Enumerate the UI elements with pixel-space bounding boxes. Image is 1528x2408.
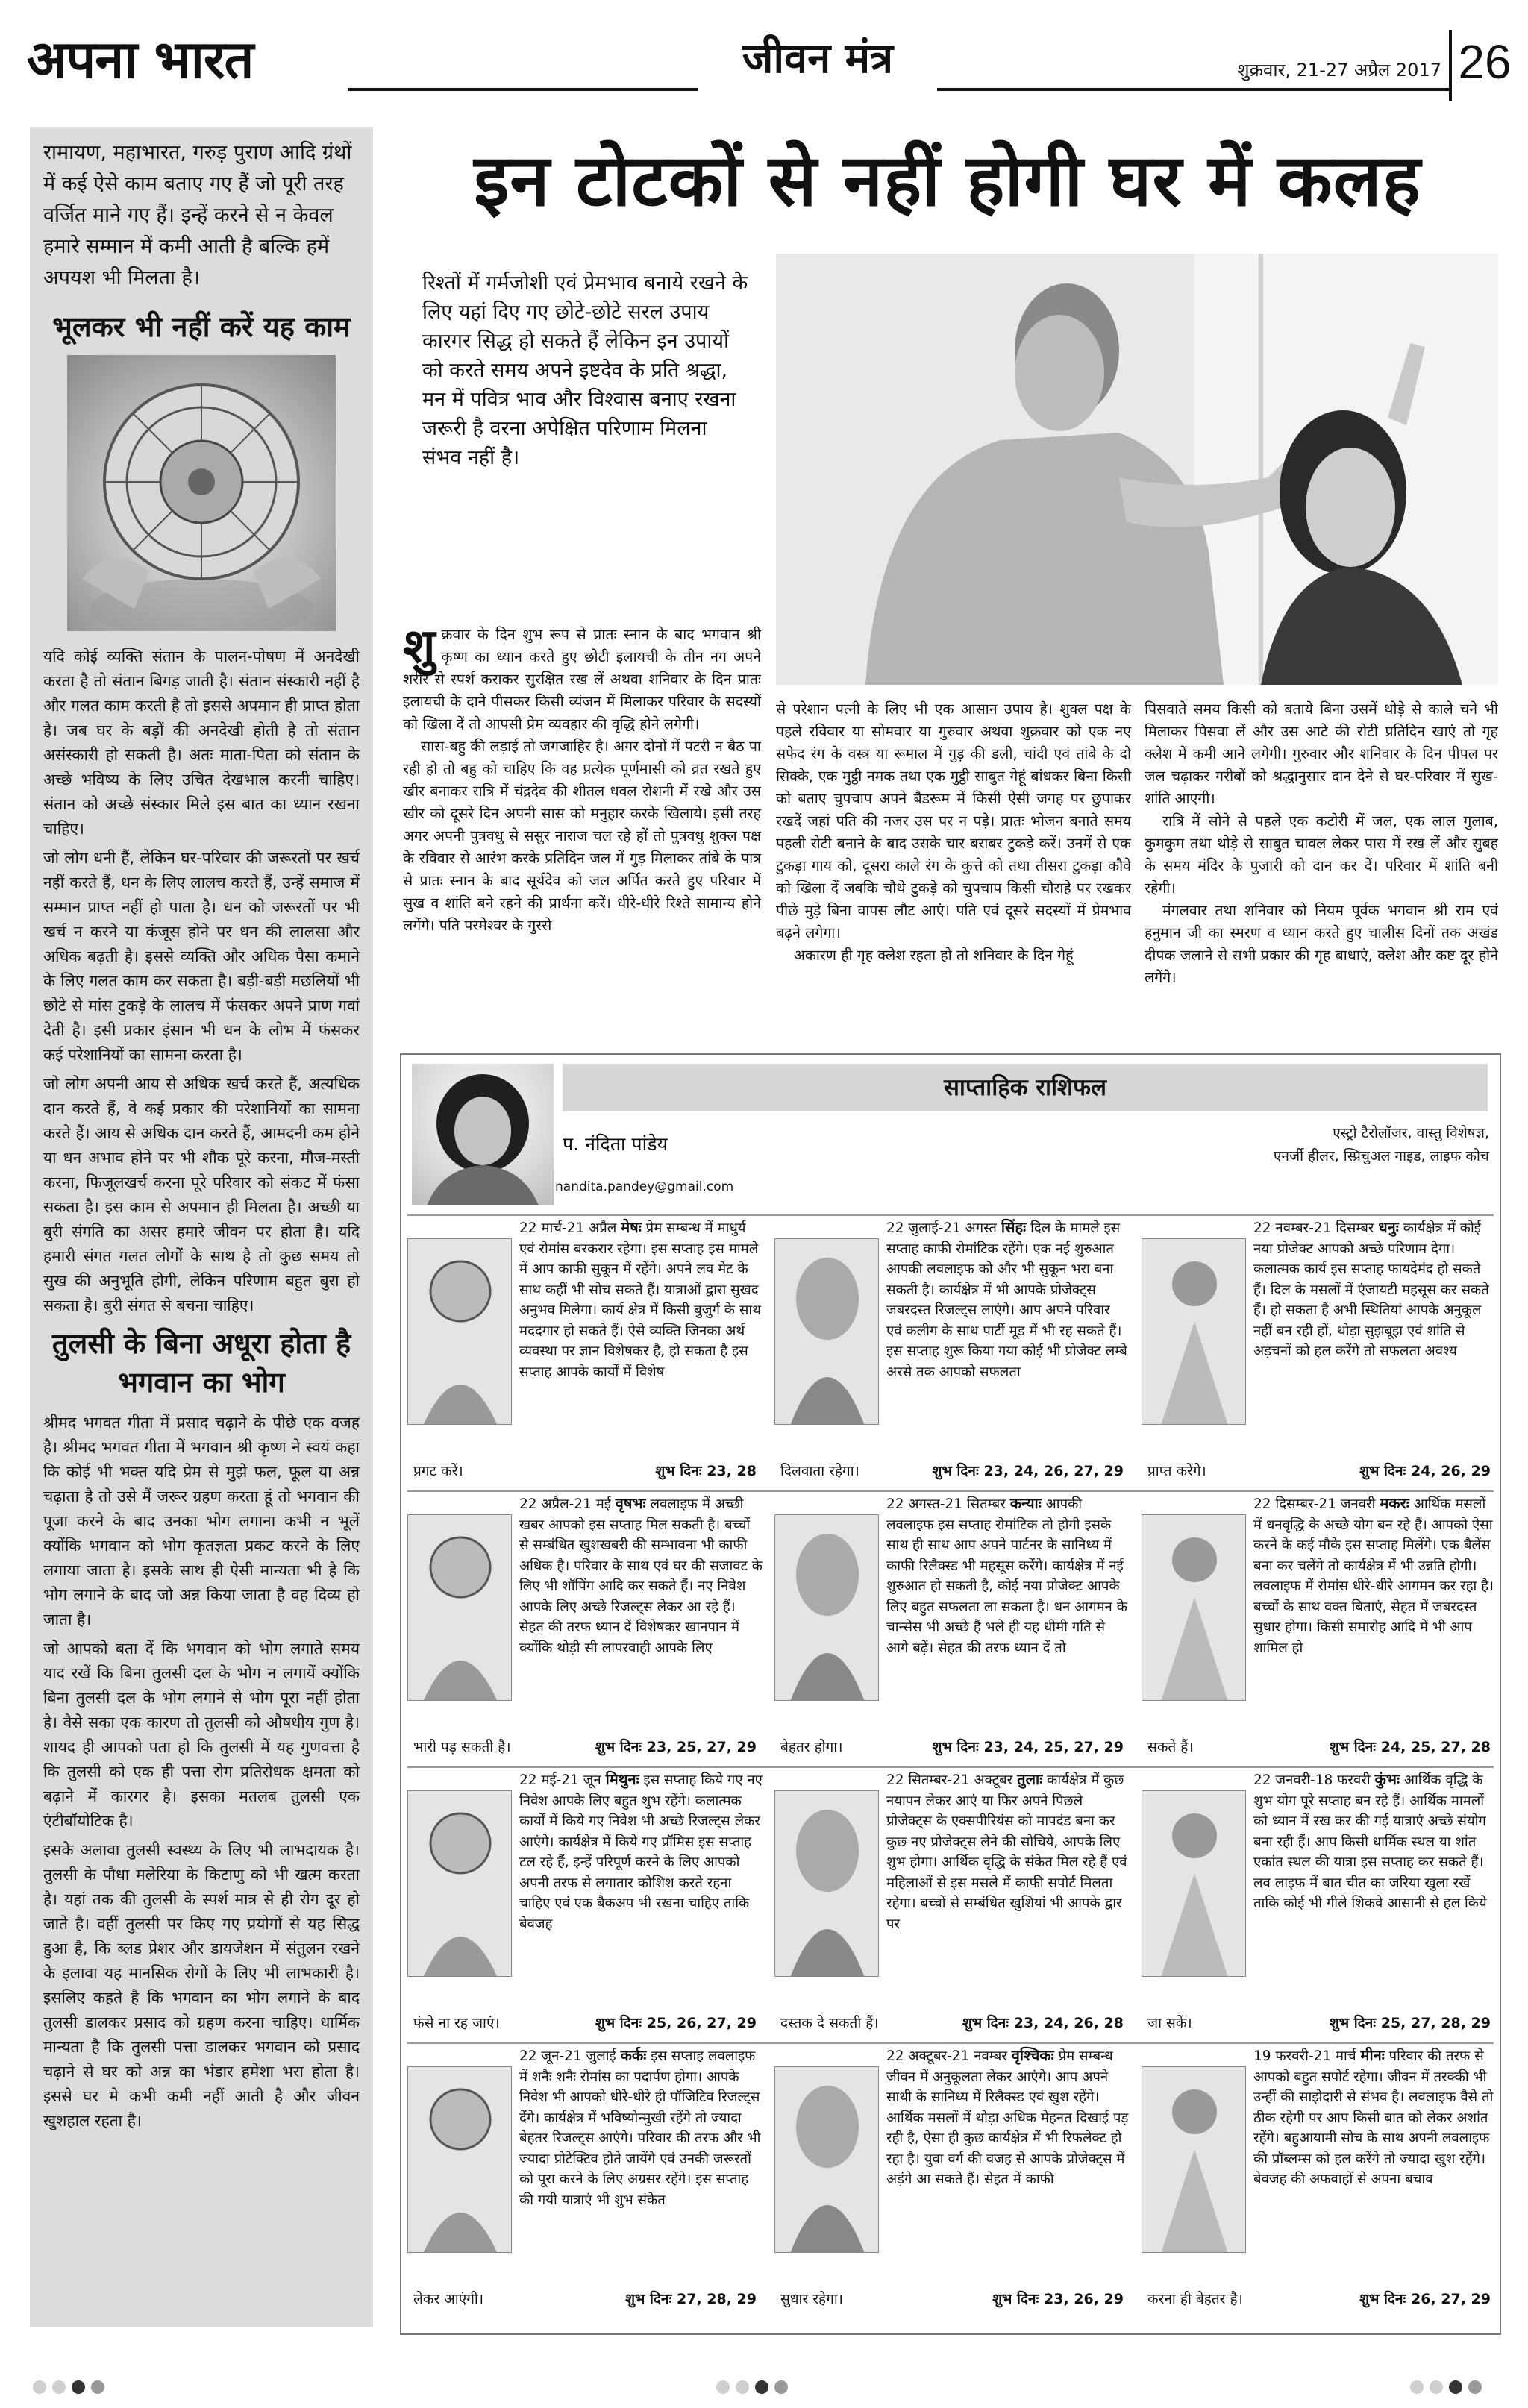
sign-prediction: आर्थिक वृद्धि के शुभ योग पूरे सप्ताह बन रहे हैं। आर्थिक मामलों को ध्यान में रख कर की गई यात्राएं अच्छे संयोग बना रही हैं। आप किसी धार्मिक स्थल या शांत एकांत स्थल की यात्रा इस सप्ताह कर सकते हैं। लव लाइफ में बात चीत का जरिया खुला रखें ताकि कोई भी गीले शिकवे आसानी से हल किये xyxy=(1253,1772,1487,1911)
footer-dot xyxy=(72,2380,85,2394)
horoscope-rule xyxy=(407,1766,1494,1768)
zodiac-figure-icon xyxy=(408,1791,512,1977)
zodiac-sign-illustration xyxy=(407,1514,512,1701)
horoscope-sign xyxy=(774,1217,1130,1484)
masthead-rule-left xyxy=(348,88,698,91)
horoscope-sign xyxy=(1142,1769,1497,2037)
page-number: 26 xyxy=(1458,35,1512,89)
footer-dot xyxy=(1430,2380,1443,2394)
footer-dot xyxy=(52,2380,66,2394)
zodiac-figure-icon xyxy=(1142,1239,1246,1425)
issue-date: शुक्रवार, 21-27 अप्रैल 2017 xyxy=(1237,60,1441,81)
article-paragraph: सास-बहु की लड़ाई तो जगजाहिर है। अगर दोनों में पटरी न बैठ पा रही हो तो बहु को चाहिए कि वह प्रत्येक पूर्णमासी को व्रत रखते हुए खीर बनाकर रात्रि में चंद्रदेव की शीतल धवल रोशनी में रखे और उस खीर को दूसरे दिन अपनी सास को मनुहार करके खिलाये। इसी तरह अगर अपनी पुत्रवधु से ससुर नाराज चल रहे हों तो पुत्रवधु शुक्ल पक्ष के रविवार से आरंभ करके प्रतिदिन जल में गुड़ मिलाकर तांबे के पात्र से प्रातः स्नान के बाद सूर्यदेव को जल अर्पित करते हुए परिवार में सुख व शांति बने रहने की प्रार्थना करें। धीरे-धीरे रिश्ते सामान्य होने लगेंगे। पति परमेश्वर के गुस्से xyxy=(403,738,761,934)
lucky-days-label: शुभ दिनः xyxy=(932,1739,979,1755)
lucky-days xyxy=(992,2287,1124,2311)
sign-footer xyxy=(780,2011,1124,2035)
sign-footer xyxy=(413,2287,757,2311)
horoscope-rule xyxy=(407,2042,1494,2044)
sidebar-heading-2: तुलसी के बिना अधूरा होता है भगवान का भोग xyxy=(51,1326,351,1399)
astrologer-credentials xyxy=(1012,1122,1489,1168)
zodiac-figure-icon xyxy=(408,1515,512,1701)
sign-footer xyxy=(1147,1735,1491,1759)
zodiac-figure-icon xyxy=(775,1239,879,1425)
astrologer-name: प. नंदिता पांडेय xyxy=(563,1133,668,1155)
sidebar xyxy=(30,127,373,2327)
astrologer-photo xyxy=(412,1064,554,1205)
sign-prediction: कार्यक्षेत्र में कोई नया प्रोजेक्ट आपको अच्छे परिणाम देगा। कलात्मक कार्य इस सप्ताह फायदेमंद हो सकते हैं। दिल के मसलों में एंजायटी महसूस कर सकते हैं। हो सकता है अभी स्थितियां आपके अनुकूल नहीं बन रही हों, थोड़ा सुझबूझ एवं शांति से अड़चनों को हल करेंगे तो सफलता अवश्य xyxy=(1253,1220,1489,1359)
footer-dot xyxy=(91,2380,104,2394)
sidebar-lead: रामायण, महाभारत, गरुड़ पुराण आदि ग्रंथों में कई ऐसे काम बताए गए हैं जो पूरी तरह वर्जित माने गए हैं। इन्हें करने से न केवल हमारे सम्मान में कमी आती है बल्कि हमें अपयश भी मिलता है। xyxy=(43,141,352,289)
sign-prediction-tail: सुधार रहेगा। xyxy=(780,2291,843,2307)
sign-dates: 22 अगस्त-21 सितम्बर xyxy=(886,1496,1006,1512)
sign-body xyxy=(774,1493,1130,1735)
lucky-days xyxy=(595,2011,757,2035)
lucky-days-value: 23, 24, 26, 28 xyxy=(1013,2015,1124,2031)
zodiac-sign-illustration xyxy=(1142,2066,1246,2253)
sign-dates: 22 दिसम्बर-21 जनवरी xyxy=(1253,1496,1376,1512)
sign-prediction-tail: फंसे ना रह जाएं। xyxy=(413,2015,500,2031)
sign-prediction-tail: बेहतर होगा। xyxy=(780,1739,843,1755)
sign-prediction-tail: दिलवाता रहेगा। xyxy=(780,1463,860,1479)
horoscope-title: साप्ताहिक राशिफल xyxy=(563,1064,1488,1111)
main-headline: इन टोटकों से नहीं होगी घर में कलह xyxy=(474,138,1421,222)
sign-dates: 22 सितम्बर-21 अक्टूबर xyxy=(886,1772,1013,1788)
lucky-days-label: शुभ दिनः xyxy=(595,2015,642,2031)
sign-footer xyxy=(1147,1459,1491,1483)
couple-argument-photo xyxy=(776,254,1498,685)
zodiac-figure-icon xyxy=(1142,1791,1246,1977)
sign-name: धनुः xyxy=(1378,1218,1399,1236)
sign-body xyxy=(1142,1493,1497,1735)
sign-prediction-tail: करना ही बेहतर है। xyxy=(1147,2291,1243,2307)
sign-prediction-tail: भारी पड़ सकती है। xyxy=(413,1739,511,1755)
sign-body xyxy=(1142,1769,1497,2011)
sign-dates: 22 जुलाई-21 अगस्त xyxy=(886,1220,997,1236)
article-paragraph: पिसवाते समय किसी को बताये बिना उसमें थोड़े से काले चने भी मिलाकर पिसवा लें और उस आटे की रोटी प्रतिदिन खाएं तो गृह क्लेश में कमी आने लगेगी। गुरुवार और शनिवार के दिन पीपल पर जल चढ़ाकर गरीबों को श्रद्धानुसार दान देने से घर-परिवार में सुख-शांति आएगी। xyxy=(1145,700,1498,807)
sign-prediction-tail: प्राप्त करेंगे। xyxy=(1147,1463,1206,1479)
zodiac-figure-icon xyxy=(408,2067,512,2253)
sign-body xyxy=(407,1769,763,2011)
zodiac-figure-icon xyxy=(1142,2067,1246,2253)
sign-prediction: इस सप्ताह किये गए नए निवेश आपके लिए बहुत शुभ रहेंगे। कलात्मक कार्यों में किये गए निवेश भी अच्छे रिजल्ट्स लेकर आएंगे। कार्यक्षेत्र में किये गए प्रॉमिस इस सप्ताह टल रहे हैं, इन्हें परिपूर्ण करने के लिए आपको अपनी तरफ से लगातार कोशिश करते रहना चाहिए एवं एक बैकअप भी रखना चाहिए ताकि बेवजह xyxy=(519,1772,763,1932)
sign-body xyxy=(407,1493,763,1735)
footer-dot xyxy=(1410,2380,1424,2394)
sign-name: कुंभः xyxy=(1374,1770,1400,1788)
astrologer-email: nandita.pandey@gmail.com xyxy=(555,1179,734,1194)
lucky-days-label: शुभ दिनः xyxy=(625,2291,672,2307)
footer-dot xyxy=(1449,2380,1462,2394)
sign-name: कन्याः xyxy=(1009,1494,1042,1512)
lucky-days-value: 25, 27, 28, 29 xyxy=(1380,2015,1491,2031)
horoscope-sign xyxy=(407,1493,763,1760)
sign-prediction: आपकी लवलाइफ इस सप्ताह रोमांटिक तो होगी इसके साथ ही साथ आप अपने पार्टनर के सानिध्य में काफी रिलैक्स्ड भी महसूस करेंगे। कार्यक्षेत्र में नई शुरुआत हो सकती है, कोई नया प्रोजेक्ट आपके लिए बहुत सफलता ला सकता है। धन आगमन के चान्सेस भी अच्छे हैं भले ही यह धीमी गति से आगे बढ़ें। सेहत की तरफ ध्यान दें तो xyxy=(886,1496,1127,1656)
footer-dots-right xyxy=(1410,2378,1482,2396)
horoscope-sign xyxy=(774,1769,1130,2037)
sign-footer xyxy=(413,1459,757,1483)
sign-dates: 22 जून-21 जुलाई xyxy=(519,2048,616,2064)
article-dropcap: शु xyxy=(403,618,436,674)
sign-body xyxy=(1142,1217,1497,1459)
sign-footer xyxy=(780,1459,1124,1483)
zodiac-figure-icon xyxy=(1142,1515,1246,1701)
horoscope-rule xyxy=(407,1490,1494,1492)
lucky-days xyxy=(595,1735,757,1759)
lucky-days-label: शुभ दिनः xyxy=(1359,1463,1406,1479)
astrologer-credentials-line: एनर्जी हीलर, स्प्रिचुअल गाइड, लाइफ कोच xyxy=(1273,1148,1489,1164)
astrologer-portrait-icon xyxy=(412,1064,554,1205)
masthead xyxy=(27,22,1512,110)
sign-dates: 22 मई-21 जून xyxy=(519,1772,601,1788)
sign-name: मीनः xyxy=(1360,2046,1385,2064)
lucky-days xyxy=(625,2287,757,2311)
sign-name: मेषः xyxy=(621,1218,642,1236)
lucky-days xyxy=(933,1735,1124,1759)
sign-prediction: प्रेम सम्बन्ध जीवन में अनुकूलता लेकर आएंगे। आप अपने साथी के सानिध्य में रिलैक्स्ड एवं खुश रहेंगे। आर्थिक मसलों में थोड़ा अधिक मेहनत दिखाई पड़ रही है, ऐसा ही कुछ कार्यक्षेत्र में भी रिफलेक्ट हो रहा है। युवा वर्ग की वजह से आपके प्रोजेक्ट्स में अड़ंगे आ सकते हैं। सेहत में काफी xyxy=(886,2048,1129,2187)
horoscope-sign xyxy=(407,1217,763,1484)
sign-body xyxy=(407,1217,763,1459)
section-title: जीवन मंत्र xyxy=(742,34,894,83)
footer-dot xyxy=(736,2380,749,2394)
sidebar-paragraph: श्रीमद भगवत गीता में प्रसाद चढ़ाने के पीछे एक वजह है। श्रीमद भगवत गीता में भगवान श्री कृष्ण ने स्वयं कहा कि कोई भी भक्त यदि प्रेम से मुझे फल, फूल या अन्न चढ़ाता है तो उसे मैं जरूर ग्रहण करता हूं तो भगवान की पूजा करने के बाद उनका भोग लगाना कभी न भूलें क्योंकि भगवान को भोग कृतज्ञता प्रकट करने के लिए लगाया जाता है। इसके साथ ही ऐसी मान्यता भी है कि भोग लगाने के बाद जो अन्न किया जाता है वह दिव्य हो जाता है। xyxy=(43,1414,360,1628)
zodiac-figure-icon xyxy=(775,2067,879,2253)
lucky-days-value: 24, 26, 29 xyxy=(1411,1463,1491,1479)
sign-prediction: इस सप्ताह लवलाइफ में शनैः शनैः रोमांस का पदार्पण होगा। आपके निवेश भी आपको धीरे-धीरे ही पॉजिटिव रिजल्ट्स देंगे। कार्यक्षेत्र में भविष्योन्मुखी रहेंगे तो ज्यादा बेहतर रिजल्ट्स आएंगे। परिवार की तरफ और भी ज्यादा प्रोटेक्टिव होते जायेंगे एवं उनकी जरूरतों को पूरा करने के लिए अग्रसर रहेंगे। इस सप्ताह की गयी यात्राएं भी शुभ संकेत xyxy=(519,2048,761,2208)
lucky-days-value: 23, 24, 26, 27, 29 xyxy=(983,1463,1124,1479)
footer-dot xyxy=(1468,2380,1482,2394)
zodiac-sign-illustration xyxy=(774,1514,879,1701)
footer-dots-left xyxy=(33,2378,104,2396)
sign-prediction: परिवार की तरफ से आपको बहुत सपोर्ट रहेगा। जीवन में तरक्की भी उन्हीं की साझेदारी से संभव है। लवलाइफ वैसे तो ठीक रहेगी पर आप किसी बात को लेकर अशांत रहेंगे। बहुआयामी सोच के साथ अपनी लवलाइफ की प्रॉब्लम्स को हल करेंगे तो ज्यादा खुश रहेंगे। बेवजह की अफवाहों से अपना बचाव xyxy=(1253,2048,1494,2187)
sign-footer xyxy=(780,1735,1124,1759)
lucky-days-label: शुभ दिनः xyxy=(962,2015,1009,2031)
sign-name: तुलाः xyxy=(1017,1770,1043,1788)
lucky-days xyxy=(1359,2287,1491,2311)
article-column-2 xyxy=(776,698,1131,1026)
horoscope-sign xyxy=(774,2045,1130,2313)
sidebar-paragraph: इसके अलावा तुलसी स्वस्थ्य के लिए भी लाभदायक है। तुलसी के पौधा मलेरिया के कि‍टाणु को भी खत्म करता है। यहां तक की तुलसी के स्पर्श मात्र से ही रोग दूर हो जाते है। वहीं तुलसी पर किए गए प्रयोगों से यह सिद्ध हुआ है, कि ब्लड प्रेशर और डायजेशन में संतुलन रखने के इलावा यह मानसिक रोगों के लिए भी लाभकारी है। इसलिए कहते है कि भगवान का भोग लगाने के बाद तुलसी डालकर प्रसाद को ग्रहण करना चाहिए। धार्मिक मान्यता है कि तुलसी पत्ता डालकर भगवान को प्रसाद चढ़ाने से घर को अन्न का भंडार हमेशा भरा होता है। इससे घर मे कभी कमी नहीं आती है और जीवन खुशहाल रहता है। xyxy=(43,1841,360,2130)
lucky-days-label: शुभ दिनः xyxy=(932,1463,979,1479)
zodiac-sign-illustration xyxy=(1142,1514,1246,1701)
sign-name: कर्कः xyxy=(620,2046,647,2064)
lucky-days xyxy=(933,1459,1124,1483)
lucky-days xyxy=(1359,1459,1491,1483)
sign-name: मकरः xyxy=(1380,1494,1409,1512)
sign-dates: 19 फरवरी-21 मार्च xyxy=(1253,2048,1356,2064)
newspaper-brand: अपना भारत xyxy=(27,28,254,90)
sign-footer xyxy=(1147,2011,1491,2035)
page-number-divider xyxy=(1449,30,1452,101)
footer-dot xyxy=(774,2380,788,2394)
lucky-days-value: 23, 28 xyxy=(707,1463,757,1479)
sidebar-paragraph: जो लोग अपनी आय से अधिक खर्च करते हैं, अत्यधिक दान करते हैं, वे कई प्रकार की परेशानियों का सामना करते हैं। आय से अधिक दान करते हैं, आमदनी कम होने या धन अभाव होने पर भी शौक पूरे करना, मौज-मस्ती करना, फिजूलखर्च करना पूरे परिवार को संकट में फंसा सकता है। इस काम से अपमान ही मिलता है। अच्छी या बुरी संगति का असर हमारे जीवन पर होता है। यदि हमारी संगत गलत लोगों के साथ है तो कुछ समय तो सुख की अनुभूति होगी, लेकिन परिणाम बहुत बुरा हो सकता है। बुरी संगत से बचना चाहिए। xyxy=(43,1075,360,1314)
zodiac-sign-illustration xyxy=(1142,1790,1246,1977)
sign-footer xyxy=(413,2011,757,2035)
sign-prediction: प्रेम सम्बन्ध में माधुर्य एवं रोमांस बरकरार रहेगा। इस सप्ताह इस मामले में आप काफी सुकून में रहेंगे। अपने लव मेट के साथ कहीं भी सोच सकते हैं। यात्राओं द्वारा सुखद अनुभव मिलेगा। कार्य क्षेत्र में किसी बुजुर्ग के साथ मददगार हो सकते हैं। ऐसे व्यक्ति जिनका अर्थ व्यवस्था पर ज्ञान विशेषकर है, हो सकता है इस सप्ताह आपके कार्यों में विशेष xyxy=(519,1220,761,1380)
zodiac-sign-illustration xyxy=(774,1790,879,1977)
zodiac-wheel-photo xyxy=(67,355,336,631)
sign-body xyxy=(774,2045,1130,2287)
sign-prediction-tail: दस्तक दे सकती हैं। xyxy=(780,2015,879,2031)
lucky-days-label: शुभ दिनः xyxy=(992,2291,1039,2307)
sign-dates: 22 जनवरी-18 फरवरी xyxy=(1253,1772,1371,1788)
lucky-days-label: शुभ दिनः xyxy=(595,1739,642,1755)
article-paragraph: मंगलवार तथा शनिवार को नियम पूर्वक भगवान श्री राम एवं हनुमान जी का स्मरण व ध्यान करते हुए चालीस दिनों तक अखंड दीपक जलाने से सभी प्रकार की गृह बाधाएं, क्लेश और कष्ट दूर होने लगेंगे। xyxy=(1145,902,1498,986)
lucky-days-value: 24, 25, 27, 28 xyxy=(1380,1739,1491,1755)
sign-footer xyxy=(413,1735,757,1759)
sign-footer xyxy=(1147,2287,1491,2311)
astrologer-credentials-line: एस्ट्रो टैरोलॉजर, वास्तु विशेषज्ञ, xyxy=(1333,1125,1489,1141)
footer-dot xyxy=(755,2380,768,2394)
horoscope-sign xyxy=(1142,1493,1497,1760)
lucky-days-label: शुभ दिनः xyxy=(1329,1739,1377,1755)
lucky-days-value: 23, 26, 29 xyxy=(1044,2291,1124,2307)
sign-prediction: लवलाइफ में अच्छी खबर आपको इस सप्ताह मिल सकती है। बच्चों से सम्बंधित खुशखबरी की सम्भावना भी काफी अधिक है। परिवार के साथ एवं घर की सजावट के लिए भी शॉपिंग आदि कर सकते हैं। नए निवेश आपके लिए अच्छे रिजल्ट्स लेकर आ रहे हैं। सेहत की तरफ ध्यान दें विशेषकर खानपान में क्योंकि थोड़ी सी लापरवाही आपके लिए xyxy=(519,1496,763,1656)
zodiac-sign-illustration xyxy=(407,2066,512,2253)
footer-dots-center xyxy=(716,2378,788,2396)
sidebar-paragraph: यदि कोई व्यक्ति संतान के पालन-पोषण में अनदेखी करता है तो संतान बिगड़ जाती है। संतान संस्कारी नहीं है और गलत काम करती है तो इससे अपमान ही प्राप्त होता है। जब घर के बड़ों की अनदेखी होती है तो संतान असंस्कारी हो सकती है। अतः माता-पिता को संतान के अच्छे भविष्य के लिए उचित देखभाल करनी चाहिए। संतान को अच्छे संस्कार मिले इस बात का ध्यान रखना चाहिए। xyxy=(43,648,360,838)
sign-dates: 22 मार्च-21 अप्रैल xyxy=(519,1220,617,1236)
sidebar-paragraph: जो लोग धनी हैं, लेकिन घर-परिवार की जरूरतों पर खर्च नहीं करते हैं, धन के लिए लालच करते हैं, उन्हें समाज में सम्मान प्राप्त नहीं हो पाता है। धन को जरूरतों पर भी खर्च न करने या कंजूस होने पर धन की लालसा और अधिक बढ़ती है। इससे व्यक्ति और अधिक पैसा कमाने के लिए गलत काम कर सकता है। बड़ी-बड़ी मछलियों भी छोटे से मांस टुकड़े के लालच में फंसकर अपने प्राण गवां देती है। इसी प्रकार इंसान भी धन के लोभ में फंसकर कई परेशानियों का सामना करता है। xyxy=(43,849,360,1064)
zodiac-sign-illustration xyxy=(774,1238,879,1425)
horoscope-sign xyxy=(1142,2045,1497,2313)
article-column-3 xyxy=(1145,698,1498,1026)
zodiac-sign-illustration xyxy=(774,2066,879,2253)
lucky-days-value: 23, 24, 25, 27, 29 xyxy=(983,1739,1124,1755)
sign-dates: 22 अक्टूबर-21 नवम्बर xyxy=(886,2048,1007,2064)
sign-dates: 22 नवम्बर-21 दिसम्बर xyxy=(1253,1220,1374,1236)
horoscope-sign xyxy=(407,1769,763,2037)
sign-name: सिंहः xyxy=(1001,1218,1027,1236)
sidebar-paragraph: जो आपको बता दें कि भगवान को भोग लगाते समय याद रखें कि बिना तुलसी दल के भोग न लगायें क्योंकि बिना तुलसी दल के भोग लगाने से भोग पूरा नहीं होता है। वैसे सका एक कारण तो तुलसी को औषधीय गुण है। शायद ही आपको पता हो कि तुलसी में यह गुणवत्ता है कि तुलसी को एक ही पत्ता रोग प्रतिरोधक क्षमता को बढ़ाने में कारगर है। इसका मतलब तुलसी एक एंटीबॉयोटिक है। xyxy=(43,1640,360,1830)
zodiac-wheel-icon xyxy=(67,355,336,631)
lucky-days xyxy=(962,2011,1124,2035)
lucky-days xyxy=(1330,2011,1491,2035)
sign-prediction: आर्थिक मसलों में धनवृद्धि के अच्छे योग बन रहे हैं। आपको ऐसा करने के कई मौके इस सप्ताह मिलेंगे। एक बैलेंस बना कर चलेंगे तो कार्यक्षेत्र में भी उन्नति होगी। लवलाइफ में रोमांस धीरे-धीरे आगमन कर रहा है। बच्चों के साथ वक्त बिताएं, सेहत में जबरदस्त सुधार होगा। किसी समारोह आदि में भी आप शामिल हो xyxy=(1253,1496,1494,1656)
sign-footer xyxy=(780,2287,1124,2311)
sign-body xyxy=(774,1217,1130,1459)
lucky-days-label: शुभ दिनः xyxy=(1329,2015,1377,2031)
footer-dot xyxy=(716,2380,730,2394)
lucky-days-value: 23, 25, 27, 29 xyxy=(646,1739,757,1755)
article-intro: रिश्तों में गर्मजोशी एवं प्रेमभाव बनाये रखने के लिए यहां दिए गए छोटे-छोटे सरल उपाय कारगर सिद्ध हो सकते हैं लेकिन इन उपायों को करते समय अपने इष्टदेव के प्रति श्रद्धा, मन में पवित्र भाव और विश्वास बनाए रखना जरूरी है वरना अपेक्षित परिणाम मिलना संभव नहीं है। xyxy=(422,272,748,469)
sign-prediction-tail: प्रगट करें। xyxy=(413,1463,463,1479)
zodiac-sign-illustration xyxy=(407,1238,512,1425)
zodiac-figure-icon xyxy=(408,1239,512,1425)
sign-dates: 22 अप्रैल-21 मई xyxy=(519,1496,611,1512)
zodiac-sign-illustration xyxy=(407,1790,512,1977)
lucky-days-label: शुभ दिनः xyxy=(655,1463,702,1479)
lucky-days-value: 26, 27, 29 xyxy=(1411,2291,1491,2307)
horoscope-sign xyxy=(1142,1217,1497,1484)
sign-name: मिथुनः xyxy=(605,1770,639,1788)
sign-name: वृषभः xyxy=(615,1494,646,1512)
article-paragraph: अकारण ही गृह क्लेश रहता हो तो शनिवार के दिन गेहूं xyxy=(794,947,1074,964)
footer-dot xyxy=(33,2380,46,2394)
sign-name: वृश्चिकः xyxy=(1011,2046,1054,2064)
lucky-days-value: 25, 26, 27, 29 xyxy=(646,2015,757,2031)
zodiac-figure-icon xyxy=(775,1515,879,1701)
sign-prediction: दिल के मामले इस सप्ताह काफी रोमांटिक रहेंगे। एक नई शुरुआत आपकी लवलाइफ को और भी सुकून भरा बना सकती है। कार्यक्षेत्र में भी आपके प्रोजेक्ट्स जबरदस्त रिजल्ट्स लाएंगे। आप अपने परिवार एवं कलीग के साथ पार्टी मूड में भी रह सकते हैं। इस सप्ताह शुरू किया गया कोई भी प्रोजेक्ट लम्बे अरसे तक आपको सफलता xyxy=(886,1220,1127,1380)
sign-prediction-tail: लेकर आएंगी। xyxy=(413,2291,484,2307)
horoscope-sign xyxy=(407,2045,763,2313)
article-paragraph: से परेशान पत्नी के लिए भी एक आसान उपाय है। शुक्ल पक्ष के पहले रविवार या सोमवार या गुरुवार अथवा शुक्रवार को एक नए सफेद रंग के वस्त्र या रूमाल में गुड़ की डली, चांदी एवं तांबे के दो सिक्के, एक मुट्ठी नमक तथा एक मुट्ठी साबुत गेहूं बांधकर बिना किसी को बताए चुपचाप अपने बैडरूम में किसी ऐसी जगह पर छुपाकर रखदें जहां पति की नजर उस पर न पड़े। प्रातः भोजन बनाते समय पहली रोटी बनाने के बाद उसके चार बराबर टुकड़े करें। उनमें से एक टुकड़ा गाय को, दूसरा काले रंग के कुत्ते को तथा तीसरा टुकड़ा कौवे को खिला दें जबकि चौथे टुकड़े को चुपचाप किसी चौराहे पर रखकर पीछे मुड़े बिना वापस लौट आएं। पति एवं दूसरे सदस्यों में प्रेमभाव बढ़ने लगेगा। xyxy=(776,700,1131,941)
sign-prediction-tail: जा सकें। xyxy=(1147,2015,1192,2031)
lucky-days-value: 27, 28, 29 xyxy=(677,2291,757,2307)
lucky-days xyxy=(655,1459,757,1483)
sign-body xyxy=(774,1769,1130,2011)
horoscope-sign xyxy=(774,1493,1130,1760)
masthead-rule-right xyxy=(937,88,1449,91)
article-paragraph: रात्रि में सोने से पहले एक कटोरी में जल, एक लाल गुलाब, कुमकुम तथा थोड़े से साबुत चावल लेकर पास में रख लें और सुबह के समय मंदिर के पुजारी को दान कर दें। परिवार में शांति बनी रहेगी। xyxy=(1145,812,1498,897)
zodiac-sign-illustration xyxy=(1142,1238,1246,1425)
article-paragraph: क्रवार के दिन शुभ रूप से प्रातः स्नान के बाद भगवान श्री कृष्ण का ध्यान करते हुए छोटी इलायची के तीन नग अपने शरीर से स्पर्श कराकर सुरक्षित रख लें अथवा शनिवार के दिन प्रातः इलायची के दाने पीसकर किसी व्यंजन में मिलाकर परिवार के सदस्यों को खिला दें तो आपसी प्रेम व्यवहार की वृद्धि होने लगेगी। xyxy=(403,626,761,733)
sign-prediction: कार्यक्षेत्र में कुछ नयापन लेकर आएं या फिर अपने पिछले प्रोजेक्ट्स के एक्सपीरियंस को मापदंड बना कर कुछ नए प्रोजेक्ट्स लेने की सोचिये, आपके लिए शुभ होगा। आर्थिक वृद्धि के संकेत मिल रहे हैं एवं महिलाओं से इस मसले में काफी सपोर्ट मिलता रहेगा। बच्चों से सम्बंधित खुशियां भी आपके द्वार पर xyxy=(886,1772,1127,1932)
sign-body xyxy=(1142,2045,1497,2287)
couple-argument-illustration xyxy=(776,254,1498,685)
lucky-days-label: शुभ दिनः xyxy=(1359,2291,1406,2307)
sign-body xyxy=(407,2045,763,2287)
lucky-days xyxy=(1330,1735,1491,1759)
article-column-1 xyxy=(403,618,761,1026)
zodiac-figure-icon xyxy=(775,1791,879,1977)
horoscope-rule xyxy=(407,1214,1494,1216)
sign-prediction-tail: सकते हैं। xyxy=(1147,1739,1194,1755)
sidebar-heading-1: भूलकर भी नहीं करें यह काम xyxy=(52,310,351,343)
